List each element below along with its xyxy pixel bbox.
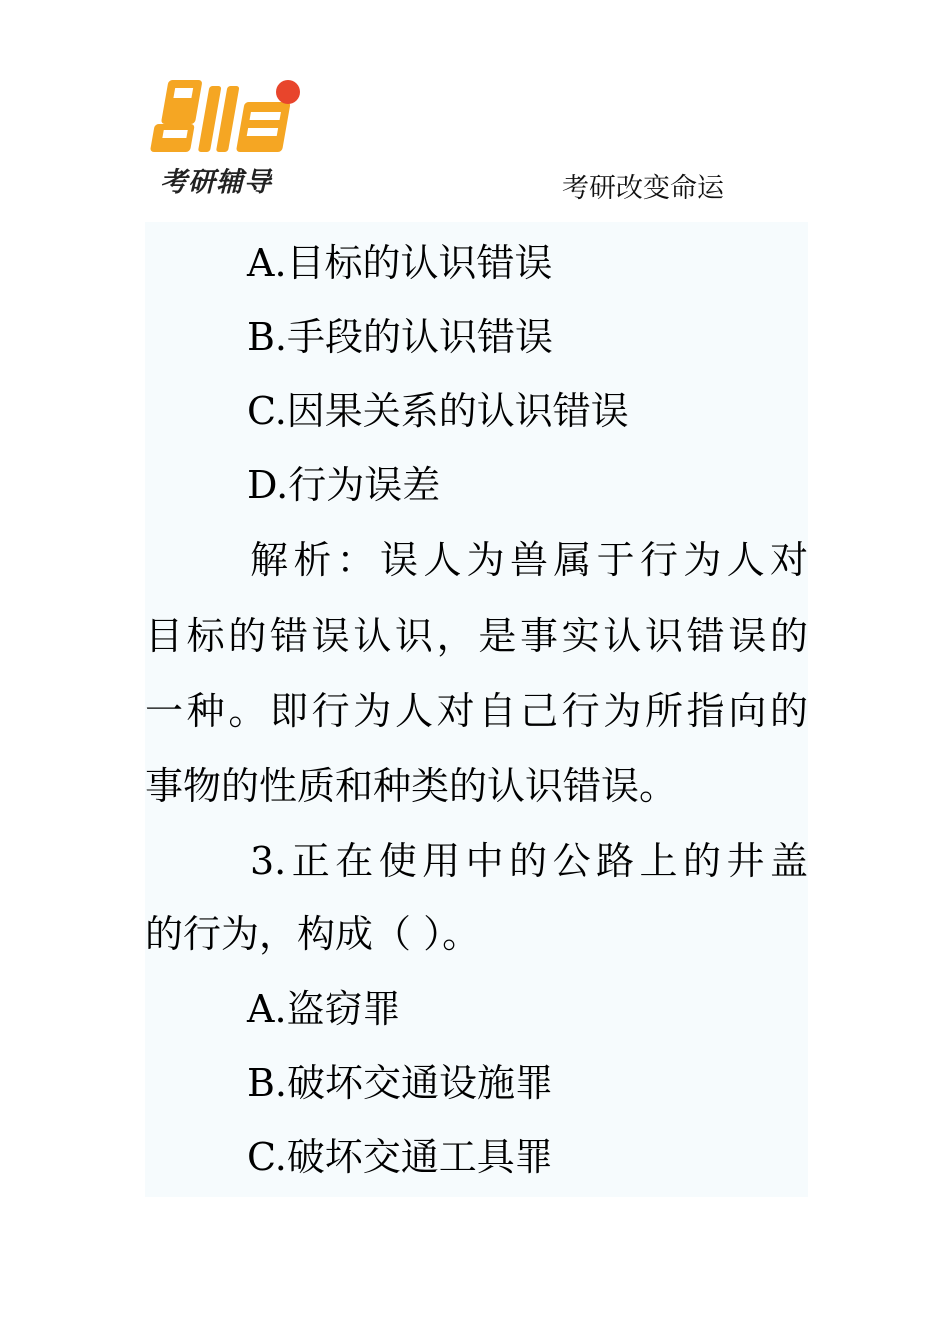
analysis-line-2: 目标的错误认识，是事实认识错误的 <box>145 614 808 658</box>
analysis-line-3: 一种。即行为人对自己行为所指向的 <box>145 689 808 733</box>
q3-option-a: A.盗窃罪 <box>247 987 401 1031</box>
logo-mark-icon <box>150 72 310 162</box>
document-body <box>145 222 808 1197</box>
q3-option-b: B.破坏交通设施罪 <box>247 1061 554 1105</box>
logo-subtitle: 考研辅导 <box>160 167 272 198</box>
q2-option-b: B.手段的认识错误 <box>247 315 554 359</box>
analysis-line-4: 事物的性质和种类的认识错误。 <box>145 764 678 808</box>
q2-option-c: C.因果关系的认识错误 <box>247 389 629 433</box>
q3-option-c: C.破坏交通工具罪 <box>247 1135 553 1179</box>
analysis-line-1: 解析：误人为兽属于行为人对 <box>250 538 808 582</box>
q3-stem-line-1: 3.正在使用中的公路上的井盖 <box>250 839 808 883</box>
header-tagline: 考研改变命运 <box>562 173 724 204</box>
q2-option-a: A.目标的认识错误 <box>247 241 553 285</box>
q2-option-d: D.行为误差 <box>247 463 441 507</box>
brand-logo <box>150 72 310 202</box>
q3-stem-line-2: 的行为，构成（ ）。 <box>145 912 481 956</box>
